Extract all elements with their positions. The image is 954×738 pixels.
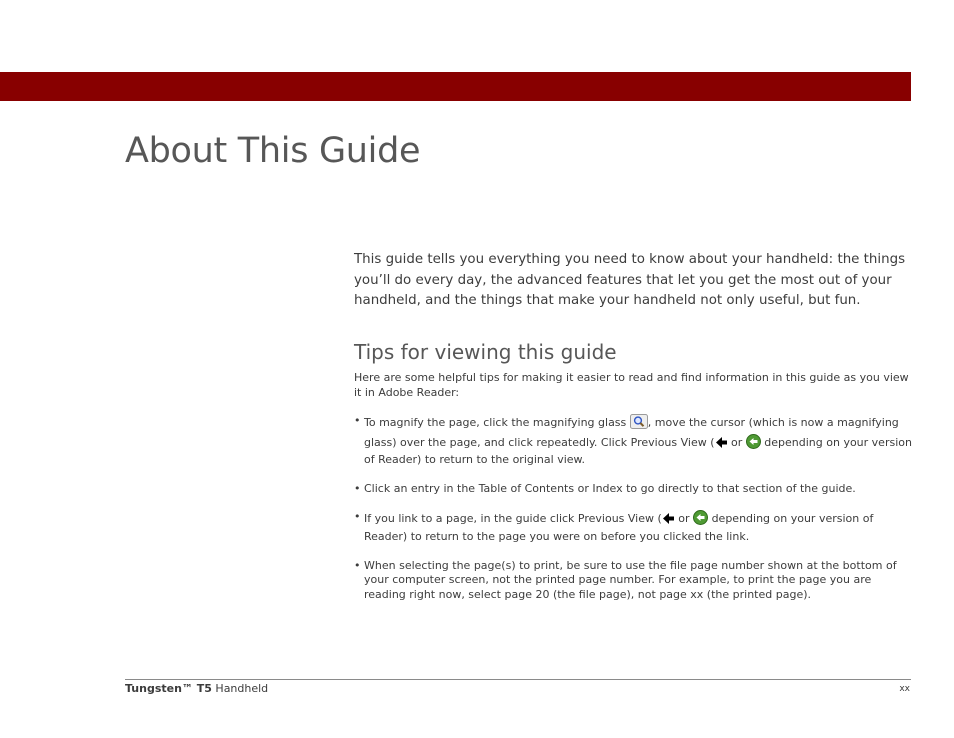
tips-list — [354, 414, 912, 616]
tip-toc-text: Click an entry in the Table of Contents or Index to go directly to that section of the guide. — [364, 481, 856, 495]
previous-view-green-icon[interactable] — [746, 434, 761, 454]
footer-product-name: Handheld — [215, 682, 269, 695]
tip-link — [354, 510, 912, 544]
intro-paragraph: This guide tells you everything you need to know about your handheld: the things you’ll do every day, the advanced features that let you get the most out of your handheld, and the things that make your handheld not only useful, but fun. — [354, 252, 906, 308]
or-text: or — [678, 512, 690, 526]
bullet: • — [354, 481, 361, 495]
tip-toc — [354, 482, 912, 497]
tip-print — [354, 559, 912, 603]
tip-magnify-text-2: , move the cursor (which is now a magnifying glass) over the page, and click repeatedly. Click Previous View ( — [364, 416, 899, 449]
header-banner — [0, 72, 911, 101]
previous-view-arrow-icon[interactable] — [715, 436, 728, 454]
or-text: or — [731, 435, 743, 449]
tip-magnify-text-1: To magnify the page, click the magnifying glass — [364, 416, 627, 429]
footer-product — [125, 682, 268, 695]
footer-page-number: xx — [899, 684, 910, 694]
tip-link-text-2: depending on your version of Reader) to return to the page you were on before you clicked the link. — [364, 512, 874, 543]
tip-print-text: When selecting the page(s) to print, be sure to use the file page number shown at the bottom of your computer screen, not the printed page number. For example, to print the page you are reading right now, select page 20 (the file page), not page xx (the printed page). — [364, 558, 897, 601]
tip-magnify-text-3: depending on your version of Reader) to return to the original view. — [364, 435, 912, 467]
section-heading: Tips for viewing this guide — [354, 340, 617, 364]
previous-view-arrow-icon[interactable] — [662, 512, 675, 530]
bullet: • — [354, 414, 361, 427]
bullet: • — [354, 510, 361, 524]
page-title: About This Guide — [125, 131, 421, 171]
previous-view-green-icon[interactable] — [693, 510, 708, 530]
footer-brand: Tungsten™ T5 — [125, 682, 212, 695]
tip-link-text-1: If you link to a page, in the guide click Previous View ( — [364, 512, 662, 526]
footer-divider — [125, 679, 911, 680]
section-intro-text: Here are some helpful tips for making it easier to read and find information in this guide as you view it in Adobe Reader: — [354, 371, 909, 399]
bullet: • — [354, 558, 361, 572]
tip-magnify — [354, 414, 912, 468]
magnifying-glass-icon[interactable] — [630, 414, 648, 434]
